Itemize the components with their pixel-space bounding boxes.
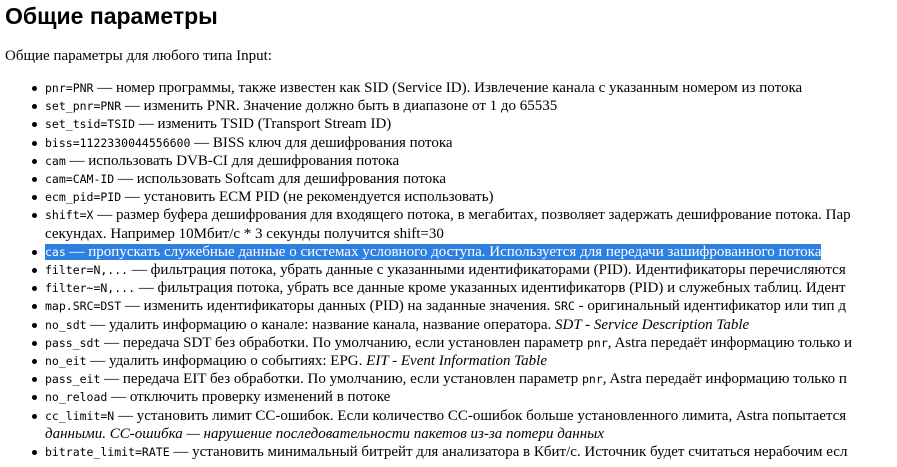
param-code: filter~=N,... [45,281,136,296]
intro-text: Общие параметры для любого типа Input: [5,48,272,64]
list-item [45,316,852,334]
list-item-selected [45,243,852,261]
param-description: — установить минимальный битрейт для анализатора в Кбит/с. Источник будет считаться нерабочим есл [169,444,848,461]
param-code: no_eit [45,354,87,369]
param-description: — установить лимит CC-ошибок. Если количество CC-ошибок больше установленного лимита, Astra попытается [114,407,847,424]
param-description: — удалить информацию о канале: название канала, название оператора. [86,316,556,333]
param-code: biss=1122330044556600 [45,135,191,150]
param-description: — передача SDT без обработки. По умолчанию, если установлен параметр [100,334,587,351]
list-item [45,170,852,188]
list-item [45,370,852,388]
list-item [45,206,852,242]
param-code: pass_eit [45,372,101,387]
param-code: ecm_pid=PID [45,190,122,205]
param-description: — установить ECM PID (не рекомендуется использовать) [121,189,494,206]
list-item [45,134,852,152]
list-item [45,352,852,370]
param-description: — передача EIT без обработки. По умолчанию, если установлен параметр [100,371,582,388]
param-note-continued: данными. CC-ошибка — нарушение последовательности пакетов из-за потери данных [45,425,604,442]
list-item [45,407,852,443]
list-item [45,115,852,133]
param-note: EIT - Event Information Table [366,353,547,370]
list-item [45,297,852,315]
inline-code: SRC [554,299,575,314]
param-description-continued: секундах. Например 10Мбит/с * 3 секунды получится shift=30 [45,225,444,242]
param-description: — размер буфера дешифрования для входящего потока, в мегабитах, позволяет задержать дешифрование потока. Пар [93,207,851,224]
list-item [45,152,852,170]
page-title: Общие параметры [5,3,218,29]
text-selection [45,244,821,260]
list-item [45,388,852,406]
param-description: — изменить PNR. Значение должно быть в диапазоне от 1 до 65535 [121,98,558,115]
param-code: cc_limit=N [45,408,115,423]
param-description: — удалить информацию о событиях: EPG. [86,353,367,370]
list-item [45,334,852,352]
list-item [45,279,852,297]
inline-code: pnr [586,335,608,350]
param-code: bitrate_limit=RATE [45,445,170,460]
param-code: set_tsid=TSID [45,117,136,132]
list-item [45,261,852,279]
param-code: pnr=PNR [45,81,94,95]
param-description: — изменить TSID (Transport Stream ID) [135,116,392,133]
param-description: — использовать DVB-CI для дешифрования потока [65,152,400,169]
param-description-tail: , Astra передаёт информацию только и [607,334,852,351]
param-code: cam=CAM-ID [45,172,115,187]
param-description-tail: , Astra передаёт информацию только п [602,371,847,388]
param-description: — фильтрация потока, убрать данные с указанными идентификаторами (PID). Идентификаторы перечисляются [128,262,846,279]
parameter-list [5,79,852,461]
param-description-tail: - оригинальный идентификатор или тип д [574,298,846,315]
param-description: — отключить проверку изменений в потоке [107,389,391,406]
param-code: cas [45,244,66,259]
list-item [45,79,852,97]
param-description: — изменить идентификаторы данных (PID) на заданные значения. [121,298,555,315]
param-description: — номер программы, также известен как SID (Service ID). Извлечение канала с указанным номером из потока [93,80,803,96]
param-code: set_pnr=PNR [45,99,122,114]
inline-code: pnr [581,372,603,387]
list-item [45,443,852,461]
param-code: filter=N,... [45,263,129,278]
param-code: pass_sdt [45,335,101,350]
param-description: — фильтрация потока, убрать все данные кроме указанных идентификаторв (PID) и служебных таблиц. Идент [135,280,846,297]
param-code: no_reload [45,390,108,405]
param-description: — использовать Softcam для дешифрования потока [114,171,446,188]
param-description: — пропускать служебные данные о системах условного доступа. Используется для передачи зашифрованного потока [65,243,822,260]
param-code: map.SRC=DST [45,299,122,314]
list-item [45,188,852,206]
param-code: cam [45,153,66,168]
list-item [45,97,852,115]
param-description: — BISS ключ для дешифрования потока [190,134,453,151]
param-code: shift=X [45,208,94,223]
param-note: SDT - Service Description Table [555,316,750,333]
param-code: no_sdt [45,317,87,332]
